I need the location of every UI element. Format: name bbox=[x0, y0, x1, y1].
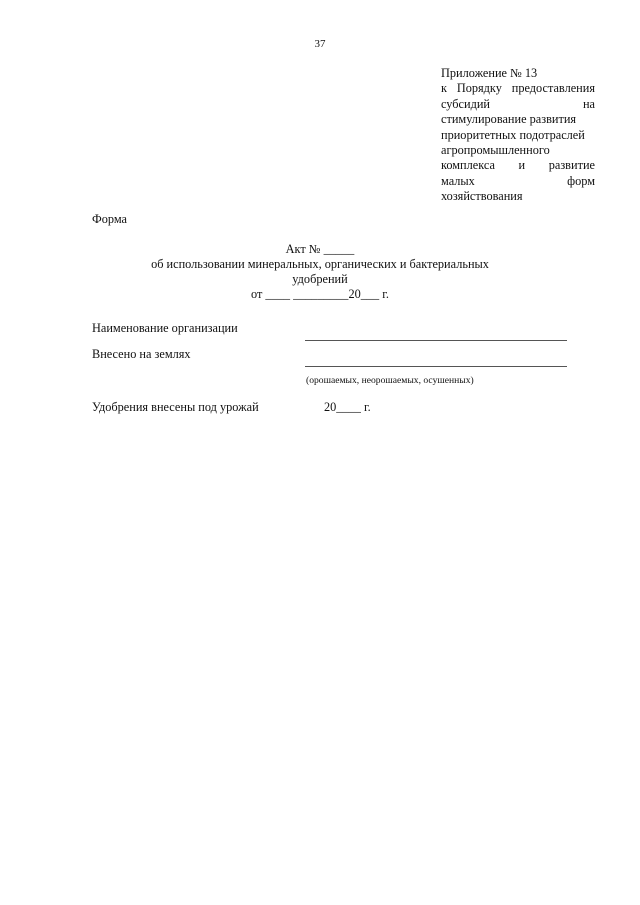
lands-hint: (орошаемых, неорошаемых, осушенных) bbox=[306, 375, 474, 386]
appendix-word: форм bbox=[567, 173, 595, 188]
appendix-word: Порядку bbox=[456, 81, 502, 96]
act-title: Акт № _____ bbox=[285, 242, 355, 256]
act-subtitle-continued: удобрений bbox=[292, 272, 348, 286]
appendix-word: на bbox=[582, 96, 595, 111]
appendix-block bbox=[441, 66, 595, 205]
form-label: Форма bbox=[92, 212, 127, 226]
appendix-line-4: приоритетных подотраслей bbox=[441, 127, 585, 142]
appendix-word: к bbox=[441, 81, 447, 96]
lands-field-line[interactable] bbox=[305, 366, 567, 367]
appendix-word: предоставления bbox=[511, 81, 595, 96]
lands-label: Внесено на землях bbox=[92, 347, 191, 361]
act-subtitle: об использовании минеральных, органических и бактериальных bbox=[151, 257, 489, 271]
appendix-line-6 bbox=[441, 158, 595, 173]
organization-field-line[interactable] bbox=[305, 340, 567, 341]
act-title-block bbox=[0, 242, 640, 302]
organization-label: Наименование организации bbox=[92, 321, 238, 335]
appendix-line-1 bbox=[441, 81, 595, 96]
appendix-line-8: хозяйствования bbox=[441, 189, 523, 204]
appendix-word: субсидий bbox=[441, 96, 490, 111]
appendix-line-2 bbox=[441, 97, 595, 112]
appendix-word: и bbox=[518, 158, 526, 173]
appendix-title: Приложение № 13 bbox=[441, 66, 538, 80]
appendix-word: малых bbox=[441, 173, 475, 188]
crop-label: Удобрения внесены под урожай bbox=[92, 400, 259, 414]
crop-year-field[interactable]: 20____ г. bbox=[324, 400, 371, 414]
appendix-line-5: агропромышленного bbox=[441, 143, 550, 158]
appendix-word: комплекса bbox=[441, 158, 495, 173]
page-number: 37 bbox=[314, 38, 326, 50]
appendix-line-7 bbox=[441, 174, 595, 189]
appendix-word: развитие bbox=[548, 158, 595, 173]
act-date: от ____ _________20___ г. bbox=[251, 287, 389, 301]
appendix-line-3: стимулирование развития bbox=[441, 112, 577, 127]
